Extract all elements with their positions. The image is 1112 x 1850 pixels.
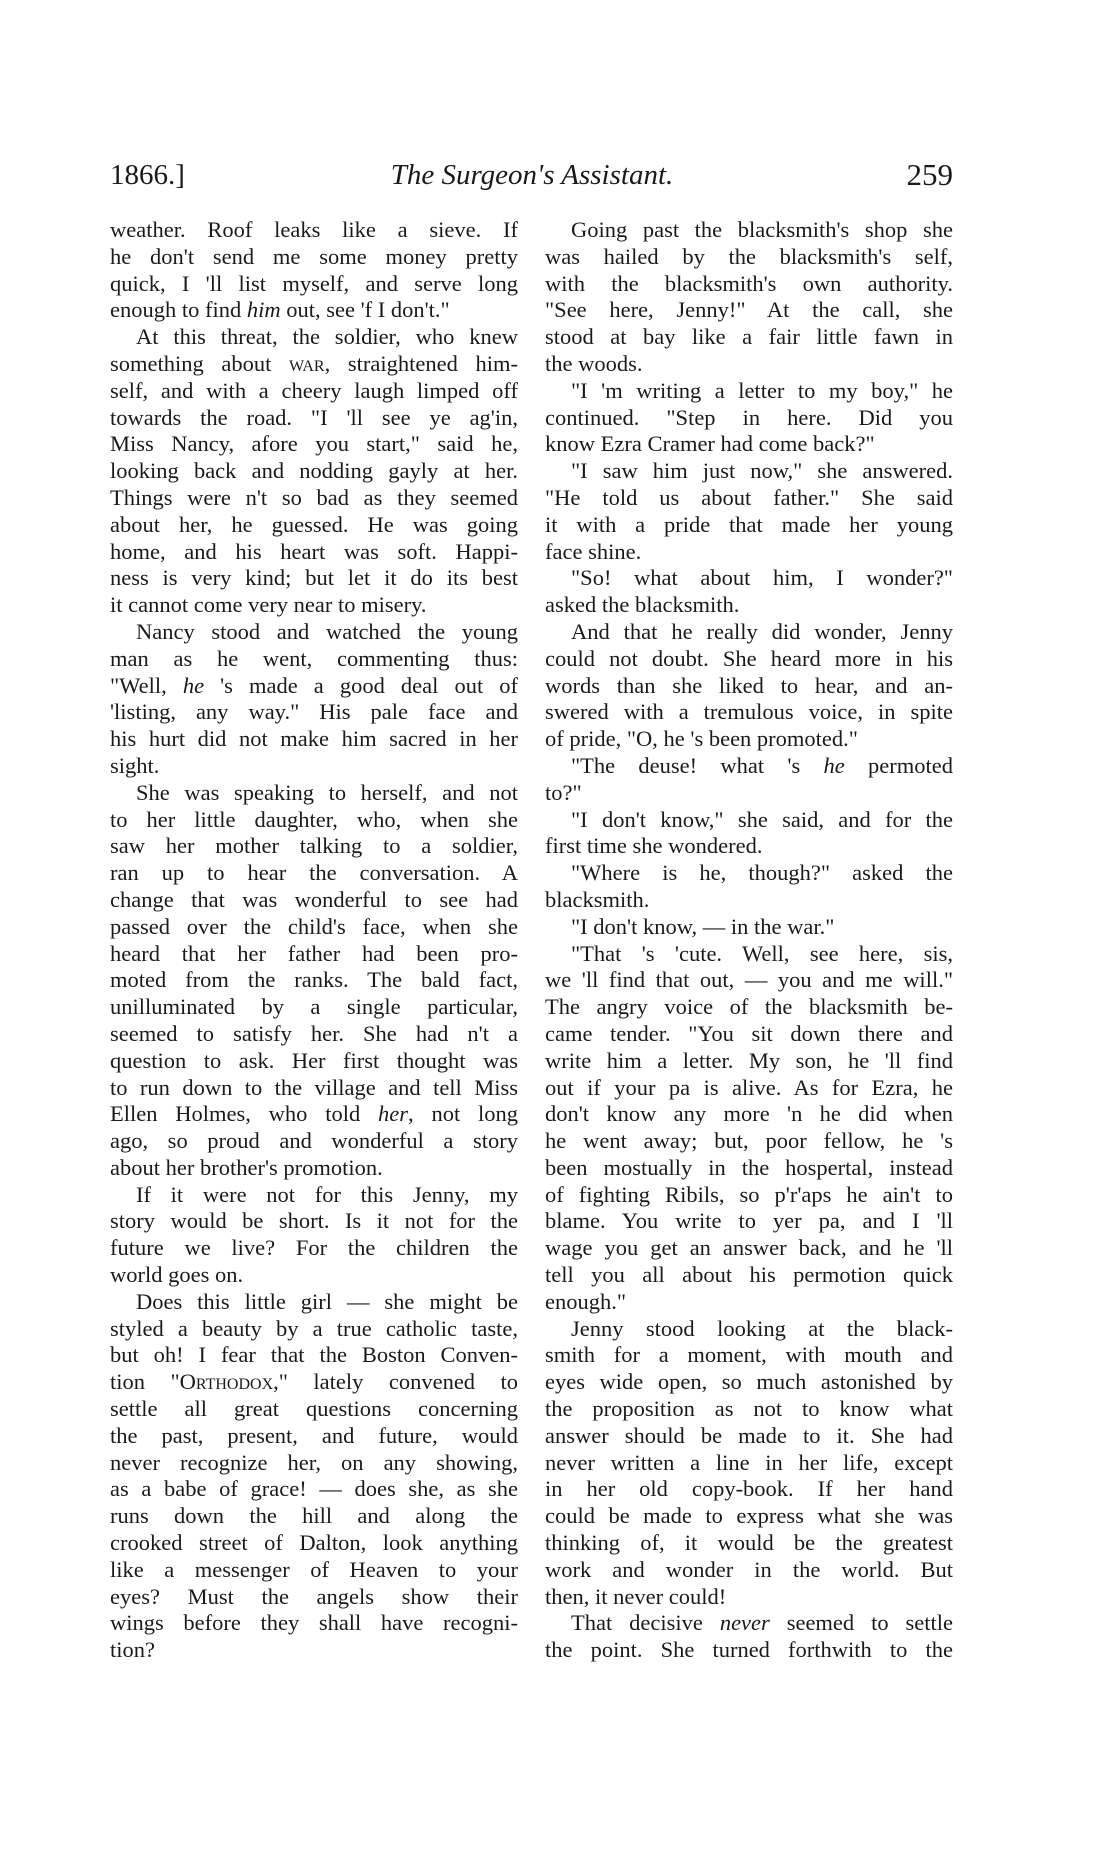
text-line: [545, 807, 953, 834]
text-run: he went away; but, poor fellow, he 's: [545, 1128, 953, 1154]
text-run: stood at bay like a fair little fawn in: [545, 324, 953, 350]
text-run: tion?: [110, 1637, 155, 1663]
running-head-title: The Surgeon's Assistant.: [390, 159, 674, 191]
text-line: [545, 1530, 953, 1557]
text-line: [545, 699, 953, 726]
text-line: [110, 860, 518, 887]
text-line: [110, 592, 518, 619]
text-run: , not long: [408, 1101, 518, 1127]
text-line: [545, 1369, 953, 1396]
text-run: the past, present, and future, would: [110, 1422, 518, 1448]
text-run: something about: [110, 350, 290, 376]
text-line: [545, 833, 953, 860]
text-line: [110, 324, 518, 351]
text-line: [110, 780, 518, 807]
text-line: [110, 1128, 518, 1155]
text-run: wage you get an answer back, and he 'll: [545, 1235, 953, 1261]
text-run: "Where is he, though?" asked the: [571, 860, 953, 886]
text-run: She was speaking to herself, and not: [136, 779, 518, 805]
text-line: [110, 485, 518, 512]
text-line: [110, 1557, 518, 1584]
text-line: [545, 351, 953, 378]
text-run: Ellen Holmes, who told: [110, 1101, 379, 1127]
text-line: [545, 539, 953, 566]
text-line: [545, 673, 953, 700]
text-run: smith for a moment, with mouth and: [545, 1342, 953, 1368]
text-line: [110, 351, 518, 378]
text-line: [110, 619, 518, 646]
text-run: to?": [545, 779, 582, 805]
text-run: passed over the child's face, when she: [110, 913, 518, 939]
text-run: heard that her father had been pro-: [110, 940, 518, 966]
text-line: [545, 1557, 953, 1584]
italic-text: he: [823, 752, 845, 778]
text-line: [110, 297, 518, 324]
text-run: At this threat, the soldier, who knew: [136, 324, 518, 350]
text-run: it cannot come very near to misery.: [110, 592, 427, 618]
text-run: about her brother's promotion.: [110, 1154, 383, 1180]
text-run: out if your pa is alive. As for Ezra, he: [545, 1074, 953, 1100]
text-run: ," lately convened to: [273, 1369, 519, 1395]
text-run: future we live? For the children the: [110, 1235, 518, 1261]
text-line: [545, 431, 953, 458]
text-line: [545, 780, 953, 807]
text-run: first time she wondered.: [545, 833, 763, 859]
text-line: [110, 646, 518, 673]
text-line: [110, 565, 518, 592]
text-run: swered with a tremulous voice, in spite: [545, 699, 953, 725]
text-line: [545, 565, 953, 592]
text-run: but oh! I fear that the Boston Conven-: [110, 1342, 518, 1368]
text-run: change that was wonderful to see had: [110, 886, 518, 912]
text-run: ago, so proud and wonderful a story: [110, 1128, 518, 1154]
text-run: "I saw him just now," she answered.: [571, 458, 953, 484]
text-line: [545, 1262, 953, 1289]
text-line: [110, 673, 518, 700]
text-run: quick, I 'll list myself, and serve long: [110, 270, 518, 296]
text-run: permoted: [844, 752, 954, 778]
text-run: about her, he guessed. He was going: [110, 511, 518, 537]
text-run: he don't send me some money pretty: [110, 243, 518, 269]
text-line: [110, 914, 518, 941]
text-run: words than she liked to hear, and an-: [545, 672, 953, 698]
text-run: could be made to express what she was: [545, 1503, 953, 1529]
text-line: [110, 244, 518, 271]
text-line: [545, 1610, 953, 1637]
text-run: then, it never could!: [545, 1583, 727, 1609]
text-line: [110, 1075, 518, 1102]
text-line: [110, 1396, 518, 1423]
text-run: man as he went, commenting thus:: [110, 645, 518, 671]
text-run: world goes on.: [110, 1262, 244, 1288]
text-line: [110, 967, 518, 994]
text-run: tell you all about his permotion quick: [545, 1262, 953, 1288]
text-line: [110, 378, 518, 405]
text-run: to her little daughter, who, when she: [110, 806, 518, 832]
text-line: [110, 1503, 518, 1530]
text-run: we 'll find that out, — you and me will.": [545, 967, 953, 993]
text-line: [545, 1396, 953, 1423]
text-line: [545, 1075, 953, 1102]
text-run: write him a letter. My son, he 'll find: [545, 1047, 953, 1073]
running-head-year: 1866.]: [110, 159, 185, 191]
text-run: runs down the hill and along the: [110, 1503, 518, 1529]
italic-text: her: [378, 1101, 409, 1127]
text-line: [110, 1316, 518, 1343]
text-line: [545, 405, 953, 432]
text-line: [110, 271, 518, 298]
text-run: settle all great questions concerning: [110, 1396, 518, 1422]
text-run: in her old copy-book. If her hand: [545, 1476, 953, 1502]
text-run: moted from the ranks. The bald fact,: [110, 967, 518, 993]
text-line: [545, 1128, 953, 1155]
text-run: sight.: [110, 752, 160, 778]
text-run: looking back and nodding gayly at her.: [110, 458, 518, 484]
text-line: [110, 1235, 518, 1262]
text-run: Does this little girl — she might be: [136, 1288, 518, 1314]
text-line: [545, 297, 953, 324]
text-line: [110, 1610, 518, 1637]
text-run: never recognize her, on any showing,: [110, 1449, 518, 1475]
small-caps-text: Orthodox: [179, 1369, 274, 1395]
text-run: home, and his heart was soft. Happi-: [110, 538, 518, 564]
text-run: "I don't know, — in the war.": [571, 913, 835, 939]
text-line: [545, 458, 953, 485]
text-line: [545, 941, 953, 968]
text-line: [545, 1101, 953, 1128]
text-line: [110, 1021, 518, 1048]
text-line: [110, 726, 518, 753]
text-line: [545, 324, 953, 351]
text-line: [545, 1155, 953, 1182]
text-run: with the blacksmith's own authority.: [545, 270, 953, 296]
text-line: [545, 1208, 953, 1235]
text-line: [545, 592, 953, 619]
text-line: [545, 1637, 953, 1664]
text-line: [545, 485, 953, 512]
text-run: eyes wide open, so much astonished by: [545, 1369, 953, 1395]
text-run: blacksmith.: [545, 886, 650, 912]
small-caps-text: war: [289, 350, 325, 376]
text-line: [110, 1423, 518, 1450]
text-line: [545, 217, 953, 244]
text-run: Things were n't so bad as they seemed: [110, 484, 518, 510]
text-line: [545, 753, 953, 780]
text-run: Going past the blacksmith's shop she: [571, 217, 953, 242]
text-line: [110, 539, 518, 566]
text-run: "I 'm writing a letter to my boy," he: [571, 377, 953, 403]
text-run: self, and with a cheery laugh limped off: [110, 377, 518, 403]
text-run: The angry voice of the blacksmith be-: [545, 994, 953, 1020]
text-line: [110, 1155, 518, 1182]
text-run: "That 's 'cute. Well, see here, sis,: [571, 940, 953, 966]
text-line: [110, 431, 518, 458]
text-run: his hurt did not make him sacred in her: [110, 726, 518, 752]
text-run: the proposition as not to know what: [545, 1396, 953, 1422]
text-line: [545, 1476, 953, 1503]
text-line: [110, 1584, 518, 1611]
text-run: , straightened him-: [324, 350, 518, 376]
text-run: "He told us about father." She said: [545, 484, 953, 510]
text-run: as a babe of grace! — does she, as she: [110, 1476, 518, 1502]
text-line: [545, 1503, 953, 1530]
text-run: asked the blacksmith.: [545, 592, 740, 618]
text-line: [110, 833, 518, 860]
text-line: [110, 994, 518, 1021]
text-run: crooked street of Dalton, look anything: [110, 1530, 518, 1556]
text-line: [110, 1182, 518, 1209]
text-line: [110, 1048, 518, 1075]
text-run: If it were not for this Jenny, my: [136, 1181, 518, 1207]
text-run: thinking of, it would be the greatest: [545, 1530, 953, 1556]
text-run: "So! what about him, I wonder?": [571, 565, 953, 591]
text-run: to run down to the village and tell Miss: [110, 1074, 518, 1100]
text-line: [110, 941, 518, 968]
text-line: [110, 1637, 518, 1664]
text-run: tion ": [110, 1369, 180, 1395]
text-run: "Well,: [110, 672, 183, 698]
text-line: [110, 1369, 518, 1396]
text-line: [110, 1262, 518, 1289]
text-run: been mostually in the hospertal, instead: [545, 1154, 953, 1180]
text-line: [545, 1423, 953, 1450]
italic-text: him: [246, 297, 281, 323]
text-line: [545, 1289, 953, 1316]
text-line: [545, 1021, 953, 1048]
text-line: [545, 994, 953, 1021]
text-run: of fighting Ribils, so p'r'aps he ain't to: [545, 1181, 953, 1207]
text-run: towards the road. "I 'll see ye ag'in,: [110, 404, 518, 430]
text-line: [545, 1450, 953, 1477]
text-line: [110, 1450, 518, 1477]
text-run: enough.": [545, 1288, 627, 1314]
text-line: [545, 271, 953, 298]
text-line: [545, 1048, 953, 1075]
text-run: ran up to hear the conversation. A: [110, 860, 518, 886]
text-run: of pride, "O, he 's been promoted.": [545, 726, 858, 752]
text-run: don't know any more 'n he did when: [545, 1101, 953, 1127]
text-line: [545, 244, 953, 271]
text-line: [545, 914, 953, 941]
text-line: [110, 887, 518, 914]
text-run: story would be short. Is it not for the: [110, 1208, 518, 1234]
text-line: [545, 1182, 953, 1209]
text-line: [110, 699, 518, 726]
text-line: [545, 967, 953, 994]
text-run: unilluminated by a single particular,: [110, 994, 518, 1020]
text-run: the woods.: [545, 350, 643, 376]
text-line: [545, 1316, 953, 1343]
text-run: it with a pride that made her young: [545, 511, 953, 537]
text-run: eyes? Must the angels show their: [110, 1583, 518, 1609]
text-run: seemed to settle: [769, 1610, 954, 1636]
text-line: [110, 458, 518, 485]
italic-text: never: [719, 1610, 770, 1636]
text-line: [110, 1101, 518, 1128]
text-run: out, see 'f I don't.": [280, 297, 450, 323]
text-run: "I don't know," she said, and for the: [571, 806, 953, 832]
text-run: "The deuse! what 's: [571, 752, 824, 778]
text-run: was hailed by the blacksmith's self,: [545, 243, 953, 269]
text-line: [110, 1289, 518, 1316]
text-run: That decisive: [571, 1610, 720, 1636]
text-run: never written a line in her life, except: [545, 1449, 953, 1475]
text-run: blame. You write to yer pa, and I 'll: [545, 1208, 953, 1234]
text-run: 'listing, any way." His pale face and: [110, 699, 518, 725]
text-line: [110, 405, 518, 432]
text-run: 's made a good deal out of: [204, 672, 519, 698]
text-line: [545, 1235, 953, 1262]
text-run: work and wonder in the world. But: [545, 1556, 953, 1582]
text-run: wings before they shall have recogni-: [110, 1610, 518, 1636]
text-run: weather. Roof leaks like a sieve. If: [110, 217, 518, 242]
text-column-left: [110, 217, 518, 1664]
text-line: [110, 1208, 518, 1235]
text-run: And that he really did wonder, Jenny: [571, 618, 953, 644]
text-run: like a messenger of Heaven to your: [110, 1556, 518, 1582]
text-run: know Ezra Cramer had come back?": [545, 431, 875, 457]
page-number: 259: [906, 157, 953, 192]
text-line: [545, 1342, 953, 1369]
text-run: ness is very kind; but let it do its best: [110, 565, 518, 591]
text-run: styled a beauty by a true catholic taste,: [110, 1315, 518, 1341]
text-run: question to ask. Her first thought was: [110, 1047, 518, 1073]
text-line: [110, 1342, 518, 1369]
text-run: came tender. "You sit down there and: [545, 1020, 953, 1046]
text-line: [545, 1584, 953, 1611]
text-line: [110, 753, 518, 780]
text-line: [545, 512, 953, 539]
text-run: could not doubt. She heard more in his: [545, 645, 953, 671]
text-line: [110, 512, 518, 539]
text-run: Nancy stood and watched the young: [136, 618, 518, 644]
text-run: enough to find: [110, 297, 247, 323]
text-run: answer should be made to it. She had: [545, 1422, 953, 1448]
text-line: [110, 1530, 518, 1557]
text-line: [545, 619, 953, 646]
text-run: seemed to satisfy her. She had n't a: [110, 1020, 518, 1046]
text-line: [545, 726, 953, 753]
italic-text: he: [182, 672, 205, 698]
text-line: [545, 646, 953, 673]
text-run: continued. "Step in here. Did you: [545, 404, 953, 430]
text-line: [110, 217, 518, 244]
text-run: Jenny stood looking at the black-: [571, 1315, 953, 1341]
text-run: face shine.: [545, 538, 642, 564]
text-run: saw her mother talking to a soldier,: [110, 833, 518, 859]
text-run: "See here, Jenny!" At the call, she: [545, 297, 953, 323]
text-line: [110, 1476, 518, 1503]
text-line: [110, 807, 518, 834]
text-line: [545, 887, 953, 914]
text-run: Miss Nancy, afore you start," said he,: [110, 431, 518, 457]
text-line: [545, 378, 953, 405]
text-column-right: [545, 217, 953, 1664]
text-line: [545, 860, 953, 887]
text-run: the point. She turned forthwith to the: [545, 1637, 953, 1663]
